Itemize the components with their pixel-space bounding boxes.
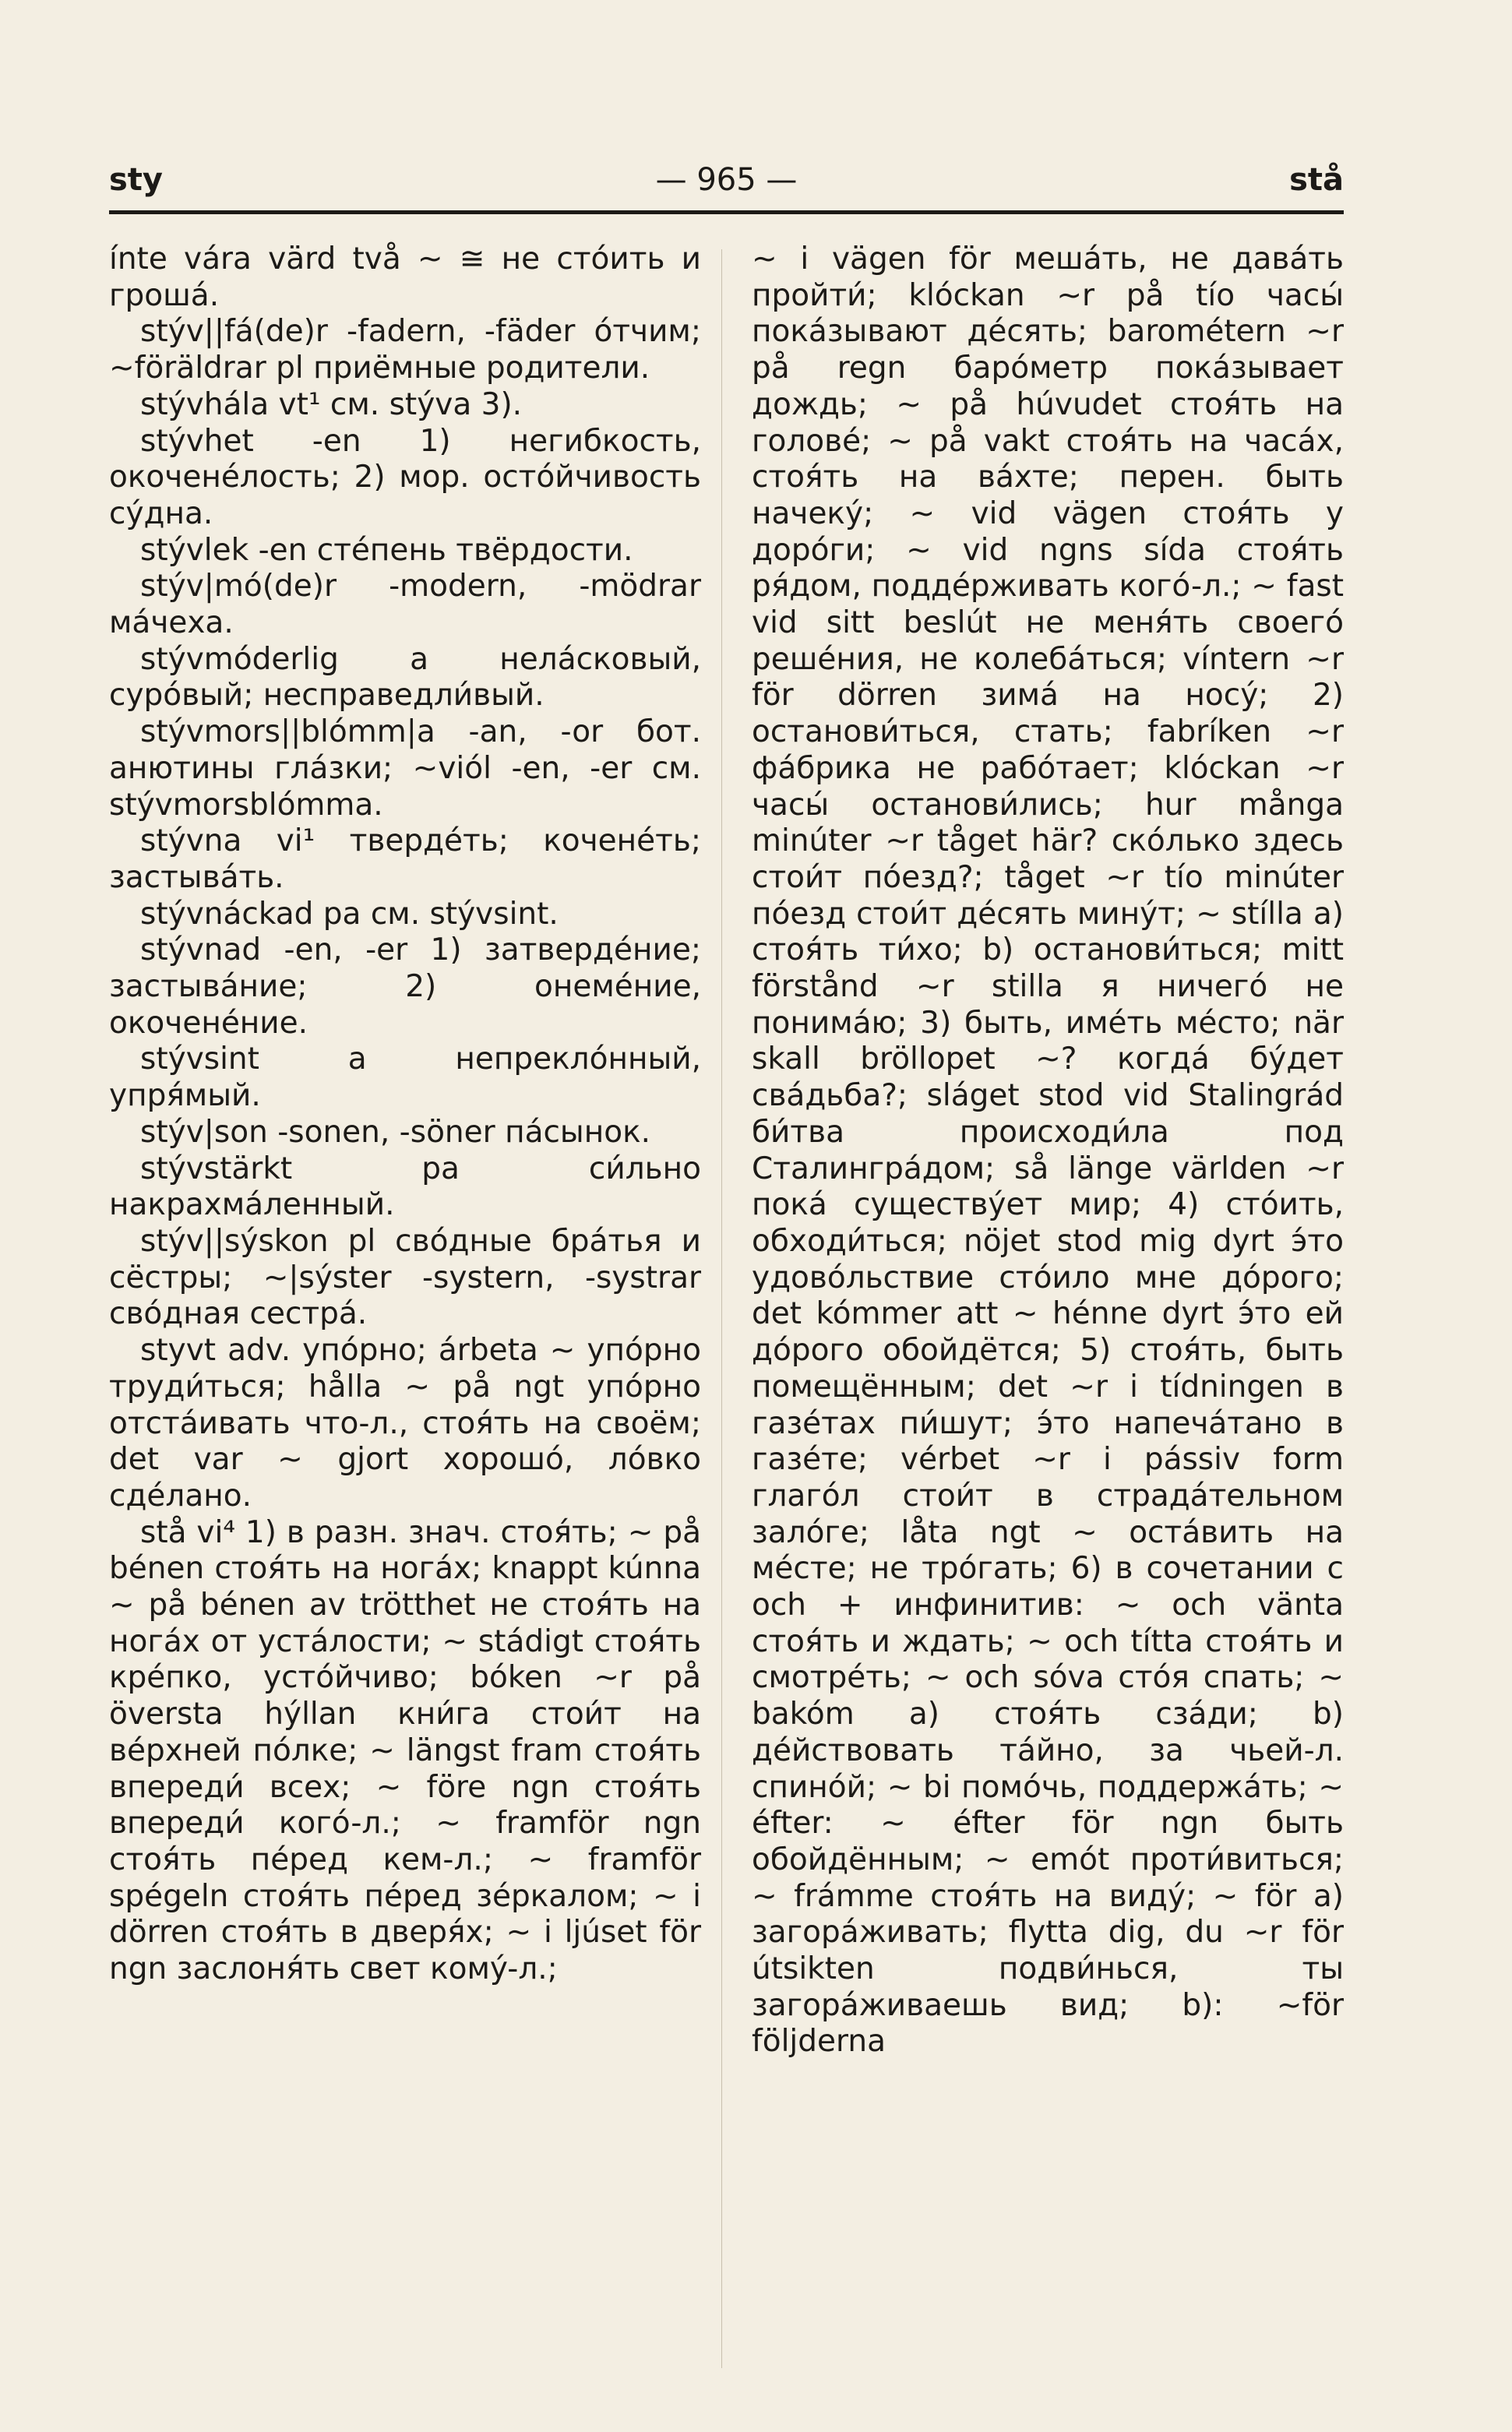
dictionary-entry: stývhála vt¹ см. stýva 3). xyxy=(140,386,523,422)
dictionary-entry: stýv|mó(de)r -modern, -mödrar мáчеха. xyxy=(109,569,701,641)
dictionary-entry: stývnad -en, -er 1) затвердéние; застывáние; 2) онемéние, окоченéние. xyxy=(109,932,701,1041)
header-right-guide-word: stå xyxy=(1289,162,1344,198)
dictionary-entry: stývsint a непреклóнный, упря́мый. xyxy=(109,1042,701,1114)
dictionary-entry: stýv||fá(de)r -fadern, -fäder óтчим; ~föräldrar pl приёмные родители. xyxy=(109,314,701,386)
dictionary-entry: stývmóderlig a нелáсковый, сурóвый; несправедли́вый. xyxy=(109,641,701,714)
dictionary-entry: stývna vi¹ твердéть; коченéть; застывáть. xyxy=(109,823,701,895)
dictionary-entry: stývhet -en 1) негибкость, окоченéлость; 2) мор. остóйчивость сýдна. xyxy=(109,423,701,531)
dictionary-entry: stýv|son -sonen, -söner пáсынок. xyxy=(140,1114,651,1150)
dictionary-entry: stývmors||blómm|a -an, -or бот. анютины глáзки; ~viól -en, -er см. stývmorsblómma. xyxy=(109,714,701,823)
dictionary-entry: stývnáckad pa см. stývsint. xyxy=(140,896,559,932)
page-number: — 965 — xyxy=(655,162,798,198)
page-header xyxy=(109,156,1344,210)
left-column xyxy=(109,241,701,1988)
header-left-guide-word: sty xyxy=(109,162,164,198)
dictionary-entry: ~ i vägen för мешáть, не давáть пройти́; klóckan ~r på tío часы́ покáзывают дéсять; barométern ~r på regn барóметр покáзывает дождь; ~ på húvudet стоя́ть на головé; ~ på vakt стоя́ть на часáх, стоя́ть на вáхте; перен. быть начекý; ~ vid vägen стоя́ть у дорóги; ~ vid ngns sída стоя́ть ря́дом, поддéрживать когó-л.; ~ fast vid sitt beslút не меня́ть своегó решéния, не колебáться; víntern ~r för dörren зимá на носý; 2) останови́ться, стать; fabríken ~r фáбрика не рабóтает; klóckan ~r часы́ останови́лись; hur många minúter ~r tåget här? скóлько здесь стои́т пóезд?; tåget ~r tío minúter пóезд стои́т дéсять минýт; ~ stílla a) стоя́ть ти́хо; b) останови́ться; mitt förstånd ~r stilla я ничегó не понимáю; 3) быть, имéть мéсто; när skall bröllopet ~? когдá бýдет свáдьба?; sláget stod vid Stalingrád би́тва происходи́ла под Сталингрáдом; så länge världen ~r покá существýет мир; 4) стóить, обходи́ться; nöjet stod mig dyrt э́то удовóльствие стóило мне дóрого; det kómmer att ~ hénne dyrt э́то ей дóрого обойдётся; 5) стоя́ть, быть помещённым; det ~r i tídningen в газéтах пи́шут; э́то напечáтано в газéте; vérbet ~r i pássiv form глагóл стои́т в страдáтельном залóге; låta ngt ~ остáвить на мéсте; не трóгать; 6) в сочетании с och + инфинитив: ~ och vänta стоя́ть и ждать; ~ och títta стоя́ть и смотрéть; ~ och sóva стóя спать; ~ bakóm a) стоя́ть сзáди; b) дéйствовать тáйно, за чьей-л. спинóй; ~ bi помóчь, поддержáть; ~ éfter: ~ éfter för ngn быть обойдённым; ~ emót проти́виться; ~ frámme стоя́ть на видý; ~ för a) загорáживать; flytta dig, du ~r för útsikten подви́нься, ты загорáживаешь вид; b): ~för följderna xyxy=(752,241,1344,2060)
dictionary-entry: stývstärkt pa си́льно накрахмáленный. xyxy=(109,1151,701,1223)
column-divider xyxy=(721,249,722,2368)
header-rule xyxy=(109,210,1344,214)
dictionary-entry: stýv||sýskon pl свóдные брáтья и сёстры; ~|sýster -systern, -systrar свóдная сестрá. xyxy=(109,1223,701,1332)
right-column xyxy=(752,241,1344,2060)
dictionary-entry: stývlek -en стéпень твёрдости. xyxy=(140,532,633,568)
dictionary-entry: ínte vára värd två ~ ≅ не стóить и грошá. xyxy=(109,241,701,313)
dictionary-entry: styvt adv. упóрно; árbeta ~ упóрно труди́ться; hålla ~ på ngt упóрно отстáивать что-л., стоя́ть на своём; det var ~ gjort хорошó, лóвко сдéлано. xyxy=(109,1333,701,1514)
dictionary-entry: stå vi⁴ 1) в разн. знач. стоя́ть; ~ på bénen стоя́ть на ногáх; knappt kúnna ~ på bénen av trötthet не стоя́ть на ногáх от устáлости; ~ stádigt стоя́ть крéпко, устóйчиво; bóken ~r på översta hýllan кни́га стои́т на вéрхней пóлке; ~ längst fram стоя́ть впереди́ всех; ~ före ngn стоя́ть впереди́ когó-л.; ~ framför ngn стоя́ть пéред кем-л.; ~ framför spégeln стоя́ть пéред зéркалом; ~ i dörren стоя́ть в дверя́х; ~ i ljúset för ngn заслоня́ть свет комý-л.; xyxy=(109,1514,701,1987)
